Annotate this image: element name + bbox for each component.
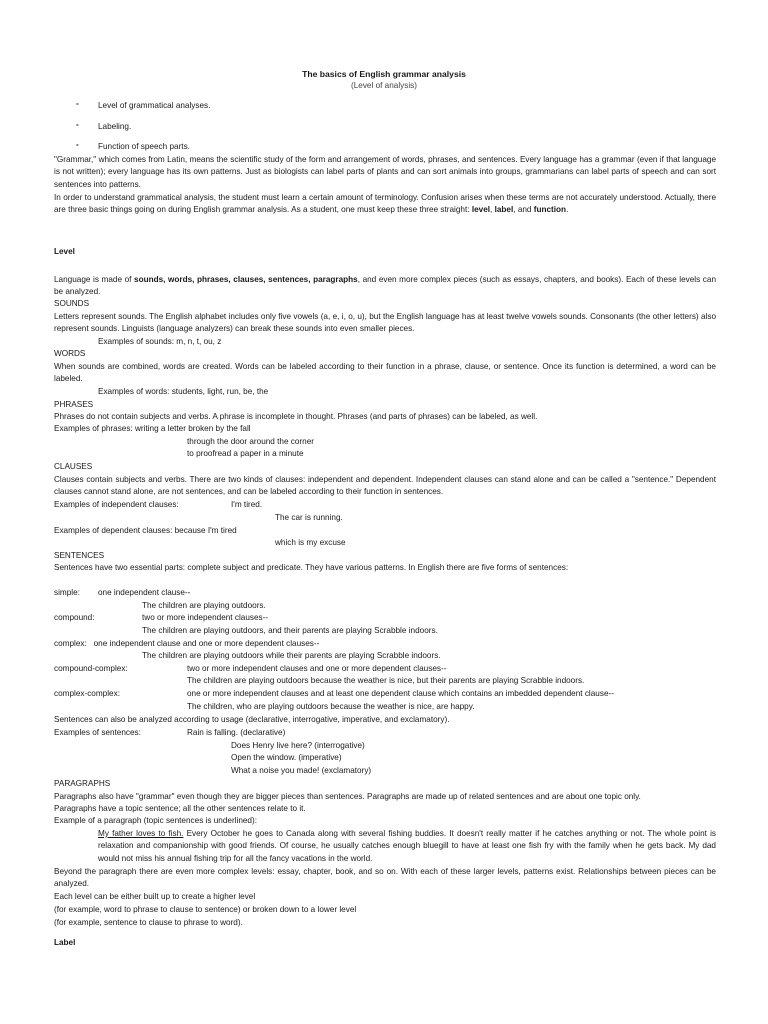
heading-clauses: CLAUSES [54,462,93,471]
sentence-form-definition: one or more independent clauses and at least one dependent clause which contains an imbedded dependent clause-- [187,689,614,698]
bullet-marker: - [76,140,79,149]
words-paragraph: When sounds are combined, words are created. Words can be labeled according to their function in a phrase, clause, or sentence. Once its function is determined, a word can be labeled. [54,362,716,384]
dependent-clause-example: which is my excuse [275,538,346,547]
document-title: The basics of English grammar analysis [302,69,466,79]
sentence-form-definition: complex: one independent clause and one or more dependent clauses-- [54,639,320,648]
bullet-marker: - [76,99,79,108]
beyond-paragraph: Beyond the paragraph there are even more complex levels: essay, chapter, book, and so on. With each of these larger levels, patterns exist. Relationships between pieces can be analyzed. [54,867,716,889]
sentence-form-label: simple: [54,588,80,597]
levels-text: (for example, word to phrase to clause to sentence) or broken down to a lower level [54,905,357,914]
phrases-paragraph: Phrases do not contain subjects and verbs. A phrase is incomplete in thought. Phrases (and parts of phrases) can be labeled, as well. [54,412,538,421]
dependent-clauses-label: Examples of dependent clauses: because I'm tired [54,526,237,535]
sentence-example: Rain is falling. (declarative) [187,728,286,737]
sentence-form-example: The children are playing outdoors because the weather is nice, but their parents are playing Scrabble indoors. [187,676,585,685]
intro-paragraph-2: In order to understand grammatical analysis, the student must learn a certain amount of terminology. Confusion arises when these terms are not accurately understood. Actually, there are three basic things going on during English grammar analysis. As a student, one must keep these three straight: level, label, and function. [54,193,716,215]
sentence-form-label: compound: [54,613,95,622]
phrases-example: Examples of phrases: writing a letter broken by the fall [54,424,251,433]
sentence-form-example: The children are playing outdoors, and their parents are playing Scrabble indoors. [142,626,438,635]
sentence-form-definition: two or more independent clauses-- [142,613,269,622]
phrases-example: to proofread a paper in a minute [187,449,304,458]
sentence-example: What a noise you made! (exclamatory) [231,766,372,775]
paragraphs-text: Paragraphs have a topic sentence; all the other sentences relate to it. [54,804,306,813]
heading-paragraphs: PARAGRAPHS [54,779,111,788]
bullet-item: Level of grammatical analyses. [98,101,211,110]
sounds-paragraph: Letters represent sounds. The English alphabet includes only five vowels (a, e, i, o, u), but the English language has at least twelve vowels sounds. Consonants (the other letters) also represent sounds. Linguists (language analyzers) can break these sounds into even smaller pieces. [54,312,716,334]
heading-words: WORDS [54,349,86,358]
heading-sounds: SOUNDS [54,299,90,308]
intro-paragraph: "Grammar," which comes from Latin, means the scientific study of the form and arrangement of words, phrases, and sentences. Every language has a grammar (even if that language is not written); every language has its own patterns. Just as biologists can label parts of plants and can sort animals into groups, grammarians can label parts of speech and can sort sentences into patterns. [54,155,716,189]
sentence-examples-label: Examples of sentences: [54,728,141,737]
sentences-paragraph: Sentences have two essential parts: complete subject and predicate. They have various patterns. In English there are five forms of sentences: [54,563,569,572]
document-subtitle: (Level of analysis) [351,81,417,90]
language-paragraph: Language is made of sounds, words, phrases, clauses, sentences, paragraphs, and even more complex pieces (such as essays, chapters, and books). Each of these levels can be analyzed. [54,275,716,297]
clauses-paragraph: Clauses contain subjects and verbs. There are two kinds of clauses: independent and dependent. Independent clauses can stand alone and can be called a "sentence." Dependent clauses cannot stand alone, are not sentences, and can be labeled according to their function in sentences. [54,475,716,497]
sentence-example: Does Henry live here? (interrogative) [231,741,365,750]
usage-paragraph: Sentences can also be analyzed according to usage (declarative, interrogative, imperative, and exclamatory). [54,715,450,724]
sentence-form-label: compound-complex: [54,664,128,673]
levels-text: (for example, sentence to clause to phrase to word). [54,918,243,927]
sentence-form-definition: one independent clause-- [98,588,191,597]
bullet-item: Labeling. [98,122,132,131]
sentence-form-definition: two or more independent clauses and one or more dependent clauses-- [187,664,447,673]
section-heading-label: Label [54,938,76,947]
bullet-marker: - [76,120,79,129]
section-heading-level: Level [54,247,75,256]
sentence-form-example: The children are playing outdoors while their parents are playing Scrabble indoors. [142,651,441,660]
words-example: Examples of words: students, light, run, be, the [98,387,269,396]
independent-clause-example: I'm tired. [231,500,263,509]
sounds-example: Examples of sounds: m, n, t, ou, z [98,337,222,346]
heading-sentences: SENTENCES [54,551,105,560]
phrases-example: through the door around the corner [187,437,314,446]
independent-clause-example: The car is running. [275,513,343,522]
bullet-item: Function of speech parts. [98,142,190,151]
heading-phrases: PHRASES [54,400,94,409]
sentence-form-example: The children are playing outdoors. [142,601,266,610]
topic-sentence: My father loves to fish. [98,829,184,838]
sentence-form-label: complex-complex: [54,689,120,698]
paragraphs-text: Paragraphs also have "grammar" even though they are bigger pieces than sentences. Paragraphs are made up of related sentences and are about one topic only. [54,792,641,801]
paragraph-example-label: Example of a paragraph (topic sentences is underlined): [54,816,257,825]
sentence-example: Open the window. (imperative) [231,753,342,762]
sentence-form-example: The children, who are playing outdoors because the weather is nice, are happy. [187,702,475,711]
levels-text: Each level can be either built up to create a higher level [54,892,256,901]
paragraph-example: My father loves to fish. Every October he goes to Canada along with several fishing buddies. It doesn't really matter if he catches anything or not. The whole point is relaxation and companionship with good friends. Of course, he usually catches enough bluegill to have at least one fish fry with the family when he gets back. My dad would not miss his annual fishing trip for all the fancy vacations in the world. [98,829,716,863]
independent-clauses-label: Examples of independent clauses: [54,500,179,509]
